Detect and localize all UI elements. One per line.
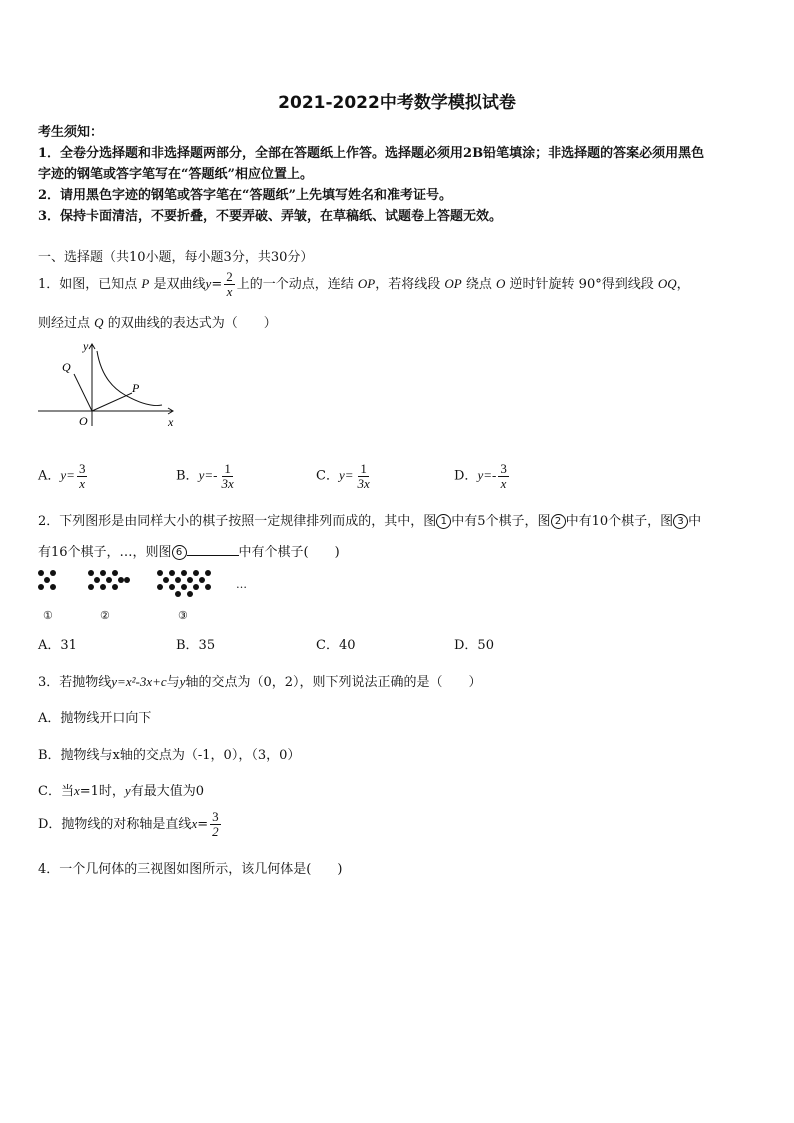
q1-line-2: 则经过点 Q 的双曲线的表达式为（ ）: [38, 315, 277, 331]
notice-heading: 考生须知：: [38, 125, 104, 140]
notice-line-1a: 1．全卷分选择题和非选择题两部分，全部在答题纸上作答。选择题必须用2B铅笔填涂；非选择题的答案必须用黑色: [38, 146, 705, 161]
q2-line-1: 2．下列图形是由同样大小的棋子按照一定规律排列而成的，其中，图 1 中有5个棋子，图 2 中有10个棋子，图 3 中: [38, 514, 702, 529]
q1-option-b: B．y=- $\frac{1}{3x}$: [176, 461, 234, 491]
notice-line-3: 3．保持卡面清洁，不要折叠，不要弄破、弄皱，在草稿纸、试题卷上答题无效。: [38, 209, 503, 224]
answer-blank: [187, 543, 239, 556]
q2-ellipsis: …: [236, 578, 247, 591]
q3-option-a: A．抛物线开口向下: [38, 711, 152, 726]
q2-option-a: A．31: [38, 638, 77, 653]
notice-line-1b: 字迹的钢笔或答字笔写在“答题纸”相应位置上。: [38, 167, 313, 182]
q2-label-1: ①: [43, 609, 53, 622]
fig-q-label: Q: [62, 360, 71, 374]
fig-p-label: P: [132, 381, 140, 395]
q2-option-d: D．50: [454, 638, 494, 653]
q2-option-c: C．40: [316, 638, 356, 653]
pattern-1: [38, 570, 56, 590]
q1-fraction: $\frac{2}{x}$: [226, 269, 233, 299]
q1-line-1: 1．如图，已知点 P 是双曲线y= $\frac{2}{x}$ 上的一个动点，连结 OP，若将线段 OP 绕点 O 逆时针旋转 90°得到线段 OQ，: [38, 269, 690, 299]
page-title: 2021-2022中考数学模拟试卷: [278, 93, 516, 113]
q4-stem: 4．一个几何体的三视图如图所示，该几何体是( ): [38, 862, 343, 877]
q1-option-d: D．y=- $\frac{3}{x}$: [454, 461, 507, 491]
q2-line-2: 有16个棋子，…，则图 6 中有个棋子( ): [38, 545, 340, 560]
q3-option-c: C．当x=1时，y有最大值为0: [38, 783, 204, 799]
q3-stem: 3．若抛物线y=x²-3x+c与y轴的交点为（0，2），则下列说法正确的是（ ）: [38, 674, 482, 690]
q3-option-d: D．抛物线的对称轴是直线x= $\frac{3}{2}$: [38, 809, 219, 839]
q1-option-a: A．y= $\frac{3}{x}$: [38, 461, 86, 491]
q2-pattern-figure: [36, 568, 256, 608]
fig-x-label: x: [168, 415, 174, 429]
pattern-3: [157, 570, 211, 597]
pattern-2: [88, 570, 130, 590]
fig-y-label: y: [83, 339, 89, 353]
q2-label-2: ②: [100, 609, 110, 622]
q3-option-b: B．抛物线与x轴的交点为（-1，0），（3，0）: [38, 748, 301, 763]
q2-label-3: ③: [178, 609, 188, 622]
q1-figure: [35, 338, 185, 433]
fig-o-label: O: [79, 414, 88, 428]
q2-option-b: B．35: [176, 638, 216, 653]
notice-line-2: 2．请用黑色字迹的钢笔或答字笔在“答题纸”上先填写姓名和准考证号。: [38, 188, 453, 203]
section-heading: 一、选择题（共10小题，每小题3分，共30分）: [38, 250, 314, 265]
q1-option-c: C．y= $\frac{1}{3x}$: [316, 461, 370, 491]
